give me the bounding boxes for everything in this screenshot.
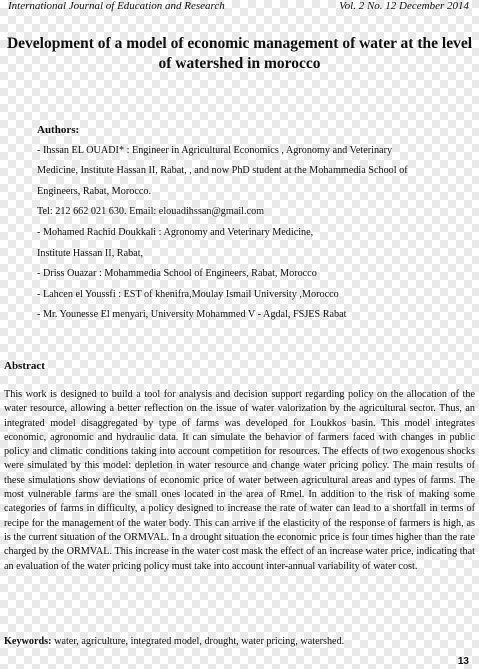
keywords-text: water, agriculture, integrated model, drought, water pricing, watershed. (51, 636, 345, 647)
author-line: - Mr. Younesse El menyari, University Mohammed V - Agdal, FSJES Rabat (37, 309, 347, 321)
journal-name: International Journal of Education and Research (8, 0, 225, 12)
keywords-label: Keywords: (4, 636, 52, 647)
author-line: Medicine, Institute Hassan II, Rabat, , and now PhD student at the Mohammedia School of (37, 165, 408, 177)
author-line: - Ihssan EL OUADI* : Engineer in Agricultural Economics , Agronomy and Veterinary (37, 144, 393, 156)
author-contact: Tel: 212 662 021 630. Email: elouadihssan@gmail.com (37, 206, 265, 218)
author-line: Engineers, Rabat, Morocco. (37, 185, 152, 197)
page-number: 13 (457, 656, 469, 667)
authors-block (37, 120, 465, 326)
author-line: Institute Hassan II, Rabat, (37, 247, 144, 259)
authors-label: Authors: (37, 124, 80, 136)
author-line: - Mohamed Rachid Doukkali : Agronomy and Veterinary Medicine, (37, 226, 314, 238)
abstract-body: This work is designed to build a tool for analysis and decision support regarding policy on the allocation of the water resource, allowing a better reflection on the issue of water valorization by the agricultural sector. Thus, an integrated model disaggregated by type of farms was developed for Loukkos basin. This model integrates economic, agronomic and hydraulic data. It can simulate the behavior of farmers faced with changes in public policy and climatic conditions taking into account competition for resources. The effects of two exogenous shocks were simulated by this model: depletion in water resource and change water pricing policy. The main results of these simulations show deviations of economic price of water between agricultural areas and types of farms. The most vulnerable farms are the small ones located in the area of Rmel. In addition to the risk of making some categories of farms in difficulty, a policy designed to increase the rate of water can lead to a shortfall in terms of recipe for the management of the water body. This can arrive if the elasticity of the response of farmers is high, as is the current situation of the ORMVAL. In a drought situation the economic price is four times higher than the rate charged by the ORMVAL. This increase in the water cost mask the effect of an increase water price, indicating that an evaluation of the water pricing policy must take into account inter-annual variability of water cost. (4, 389, 475, 572)
keywords-line (4, 636, 344, 647)
author-line: - Driss Ouazar : Mohammedia School of Engineers, Rabat, Morocco (37, 268, 317, 280)
running-header (8, 0, 469, 14)
issue-info: Vol. 2 No. 12 December 2014 (339, 0, 469, 12)
paper-title: Development of a model of economic management of water at the level of watershed in morocco (6, 35, 473, 72)
abstract-heading: Abstract (4, 360, 45, 372)
author-line: - Lahcen el Youssfi : EST of khenifra,Moulay Ismail University ,Morocco (37, 288, 339, 300)
